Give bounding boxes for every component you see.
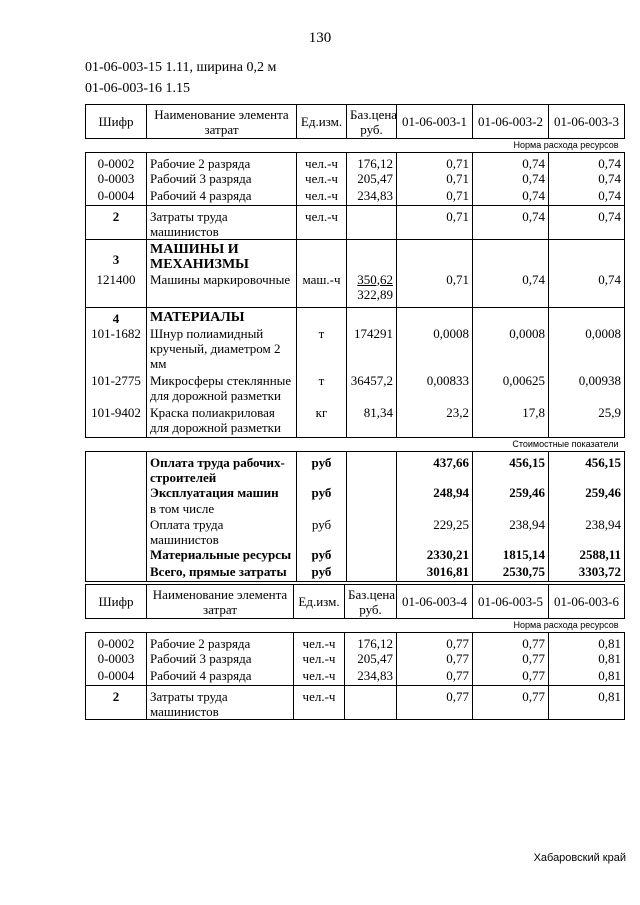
table-cell: Рабочие 2 разряда bbox=[147, 633, 294, 652]
table-cell bbox=[345, 685, 397, 719]
cost-row bbox=[86, 564, 625, 581]
section-materials bbox=[86, 308, 625, 327]
table-cell: 0,81 bbox=[549, 685, 625, 719]
norms-table-2 bbox=[85, 584, 625, 720]
table-cell: 3303,72 bbox=[549, 564, 625, 581]
table-cell: руб bbox=[297, 547, 347, 564]
table-cell: 0,00938 bbox=[549, 373, 625, 405]
table-cell: 0,77 bbox=[397, 685, 473, 719]
table-cell: 259,46 bbox=[473, 485, 549, 501]
table-cell bbox=[549, 308, 625, 327]
table-cell: 1815,14 bbox=[473, 547, 549, 564]
table-cell: 0,71 bbox=[397, 205, 473, 239]
table-row-machinists bbox=[86, 205, 625, 239]
table-cell: 25,9 bbox=[549, 405, 625, 437]
table-cell: 0,74 bbox=[549, 272, 625, 308]
table-cell bbox=[86, 451, 147, 485]
band-norms: Норма расхода ресурсов bbox=[86, 139, 625, 153]
footer-region: Хабаровский край bbox=[533, 852, 626, 864]
table-cell: 0-0003 bbox=[86, 171, 147, 188]
table-cell: 0,77 bbox=[473, 651, 549, 668]
table-cell: 0,74 bbox=[549, 153, 625, 172]
table-cell: 0,71 bbox=[397, 153, 473, 172]
table-cell: 0-0003 bbox=[86, 651, 147, 668]
norms-table-1 bbox=[85, 104, 625, 582]
table-cell: Рабочие 2 разряда bbox=[147, 153, 297, 172]
col-header-2: 01-06-003-2 bbox=[473, 105, 549, 139]
table-cell: 0,77 bbox=[397, 651, 473, 668]
table-cell bbox=[347, 308, 397, 327]
table-cell: 0-0004 bbox=[86, 668, 147, 685]
cost-row bbox=[86, 485, 625, 501]
machine-price-second: 322,89 bbox=[357, 286, 393, 302]
table-cell: 176,12 bbox=[345, 633, 397, 652]
table-cell: 2530,75 bbox=[473, 564, 549, 581]
page-number: 130 bbox=[308, 30, 332, 46]
table-cell: Затраты труда машинистов bbox=[147, 205, 297, 239]
table-cell: 0,74 bbox=[549, 188, 625, 205]
table-cell: Ед.изм. bbox=[294, 585, 345, 619]
table-cell: 0-0002 bbox=[86, 633, 147, 652]
table-cell: 176,12 bbox=[347, 153, 397, 172]
table-cell: чел.-ч bbox=[294, 633, 345, 652]
table-header-row bbox=[86, 105, 625, 139]
table-cell: маш.-ч bbox=[297, 272, 347, 308]
table-cell: 205,47 bbox=[347, 171, 397, 188]
table-row-machine bbox=[86, 272, 625, 308]
table-cell: 248,94 bbox=[397, 485, 473, 501]
table-cell: 101-2775 bbox=[86, 373, 147, 405]
table-cell: чел.-ч bbox=[297, 205, 347, 239]
table-cell: 3 bbox=[86, 239, 147, 272]
table-cell: Рабочий 4 разряда bbox=[147, 668, 294, 685]
table-cell bbox=[473, 501, 549, 517]
table-cell bbox=[473, 308, 549, 327]
table-row bbox=[86, 668, 625, 685]
table-cell: 0,00833 bbox=[397, 373, 473, 405]
col-header-name: Наименование элемента затрат bbox=[147, 105, 297, 139]
table-cell: 0,74 bbox=[473, 171, 549, 188]
table-row bbox=[86, 651, 625, 668]
table-cell: 437,66 bbox=[397, 451, 473, 485]
table-cell bbox=[297, 308, 347, 327]
table-cell bbox=[347, 451, 397, 485]
table-cell: 4 bbox=[86, 308, 147, 327]
table-cell: т bbox=[297, 373, 347, 405]
table-cell: руб bbox=[297, 517, 347, 547]
table-cell: 259,46 bbox=[549, 485, 625, 501]
table-cell: чел.-ч bbox=[297, 171, 347, 188]
header-line-2: 01-06-003-16 1.15 bbox=[85, 81, 190, 96]
table-cell: 0,74 bbox=[549, 171, 625, 188]
table-cell: руб bbox=[297, 485, 347, 501]
table-header-row bbox=[86, 585, 625, 619]
table-row bbox=[86, 633, 625, 652]
col-header-1: 01-06-003-1 bbox=[397, 105, 473, 139]
table-cell bbox=[86, 501, 147, 517]
table-cell bbox=[473, 239, 549, 272]
table-cell: МАШИНЫ И МЕХАНИЗМЫ bbox=[147, 239, 297, 272]
col-header-price: Баз.цена руб. bbox=[347, 105, 397, 139]
band-cost: Стоимостные показатели bbox=[86, 437, 625, 451]
table-cell bbox=[347, 205, 397, 239]
table-cell: 174291 bbox=[347, 326, 397, 373]
table-cell: Машины маркировочные bbox=[147, 272, 297, 308]
table-cell: Баз.цена руб. bbox=[345, 585, 397, 619]
table-cell bbox=[347, 547, 397, 564]
table-cell bbox=[397, 239, 473, 272]
table-cell: 0,0008 bbox=[397, 326, 473, 373]
table-cell bbox=[86, 485, 147, 501]
table-cell: 0,77 bbox=[397, 633, 473, 652]
table-cell: 456,15 bbox=[473, 451, 549, 485]
table-cell: 17,8 bbox=[473, 405, 549, 437]
table-cell: МАТЕРИАЛЫ bbox=[147, 308, 297, 327]
table-cell: чел.-ч bbox=[297, 153, 347, 172]
table-cell: 0,77 bbox=[473, 633, 549, 652]
table-cell: 0,81 bbox=[549, 651, 625, 668]
table-row bbox=[86, 188, 625, 205]
table-cell bbox=[549, 501, 625, 517]
table-cell: 0,74 bbox=[473, 272, 549, 308]
table-cell: т bbox=[297, 326, 347, 373]
table-cell: 101-1682 bbox=[86, 326, 147, 373]
table-cell: 234,83 bbox=[345, 668, 397, 685]
table-row bbox=[86, 326, 625, 373]
table-cell: 0,81 bbox=[549, 633, 625, 652]
table-cell bbox=[347, 272, 397, 308]
table-cell: 0,74 bbox=[473, 153, 549, 172]
table-cell: 2 bbox=[86, 205, 147, 239]
table-cell: 0,0008 bbox=[549, 326, 625, 373]
col-header-6: 01-06-003-6 bbox=[549, 585, 625, 619]
table-cell: 229,25 bbox=[397, 517, 473, 547]
cost-row bbox=[86, 517, 625, 547]
table-cell: Эксплуатация машин bbox=[147, 485, 297, 501]
col-header-3: 01-06-003-3 bbox=[549, 105, 625, 139]
col-header-unit: Ед.изм. bbox=[297, 105, 347, 139]
table-cell: Материальные ресурсы bbox=[147, 547, 297, 564]
table-cell: 23,2 bbox=[397, 405, 473, 437]
table-cell: 0,71 bbox=[397, 272, 473, 308]
cost-row bbox=[86, 501, 625, 517]
table-cell bbox=[297, 239, 347, 272]
table-cell: Наименование элемента затрат bbox=[147, 585, 294, 619]
table-cell: 0,74 bbox=[549, 205, 625, 239]
table-cell: Рабочий 3 разряда bbox=[147, 171, 297, 188]
table-cell bbox=[549, 239, 625, 272]
table-cell bbox=[86, 564, 147, 581]
table-cell: в том числе bbox=[147, 501, 297, 517]
table-cell: Рабочий 3 разряда bbox=[147, 651, 294, 668]
table-cell: 2588,11 bbox=[549, 547, 625, 564]
col-header-code: Шифр bbox=[86, 105, 147, 139]
header-line-1: 01-06-003-15 1.11, ширина 0,2 м bbox=[85, 60, 277, 75]
table-cell: 0,71 bbox=[397, 171, 473, 188]
table-cell: Всего, прямые затраты bbox=[147, 564, 297, 581]
col-header-4: 01-06-003-4 bbox=[397, 585, 473, 619]
table-cell: чел.-ч bbox=[294, 651, 345, 668]
table-cell bbox=[347, 485, 397, 501]
table-row bbox=[86, 171, 625, 188]
table-cell: Оплата труда машинистов bbox=[147, 517, 297, 547]
table-cell: 0,74 bbox=[473, 205, 549, 239]
table-cell bbox=[86, 517, 147, 547]
table-cell: 0,71 bbox=[397, 188, 473, 205]
col-header-5: 01-06-003-5 bbox=[473, 585, 549, 619]
band-norms-2: Норма расхода ресурсов bbox=[86, 619, 625, 633]
table-cell bbox=[86, 547, 147, 564]
table-cell: 205,47 bbox=[345, 651, 397, 668]
table-cell: Оплата труда рабочих-строителей bbox=[147, 451, 297, 485]
table-cell: Затраты труда машинистов bbox=[147, 685, 294, 719]
table-cell bbox=[347, 564, 397, 581]
table-row-machinists bbox=[86, 685, 625, 719]
table-cell: 238,94 bbox=[473, 517, 549, 547]
table-cell: Шифр bbox=[86, 585, 147, 619]
table-cell: 0,74 bbox=[473, 188, 549, 205]
table-cell: 2330,21 bbox=[397, 547, 473, 564]
table-cell: 0-0004 bbox=[86, 188, 147, 205]
table-cell: 0-0002 bbox=[86, 153, 147, 172]
table-cell bbox=[347, 517, 397, 547]
table-cell bbox=[347, 501, 397, 517]
table-cell: Микросферы стеклянные для дорожной разметки bbox=[147, 373, 297, 405]
table-cell: 234,83 bbox=[347, 188, 397, 205]
table-row bbox=[86, 405, 625, 437]
table-row bbox=[86, 153, 625, 172]
table-row bbox=[86, 373, 625, 405]
table-cell: Краска полиакриловая для дорожной разметки bbox=[147, 405, 297, 437]
table-cell: 3016,81 bbox=[397, 564, 473, 581]
table-cell: руб bbox=[297, 451, 347, 485]
machine-price-underlined: 350,62 bbox=[357, 271, 393, 287]
table-cell: 238,94 bbox=[549, 517, 625, 547]
table-cell: 81,34 bbox=[347, 405, 397, 437]
table-cell: чел.-ч bbox=[294, 685, 345, 719]
table-cell: 121400 bbox=[86, 272, 147, 308]
table-cell: Шнур полиамидный крученый, диаметром 2 мм bbox=[147, 326, 297, 373]
table-cell: 0,77 bbox=[397, 668, 473, 685]
table-cell bbox=[397, 501, 473, 517]
table-cell: чел.-ч bbox=[294, 668, 345, 685]
table-cell bbox=[347, 239, 397, 272]
table-cell: 101-9402 bbox=[86, 405, 147, 437]
table-cell bbox=[297, 501, 347, 517]
table-cell bbox=[397, 308, 473, 327]
table-cell: 0,77 bbox=[473, 668, 549, 685]
table-cell: кг bbox=[297, 405, 347, 437]
table-cell: 0,0008 bbox=[473, 326, 549, 373]
table-cell: 0,00625 bbox=[473, 373, 549, 405]
table-cell: 36457,2 bbox=[347, 373, 397, 405]
section-machines bbox=[86, 239, 625, 272]
table-cell: 456,15 bbox=[549, 451, 625, 485]
table-cell: 0,77 bbox=[473, 685, 549, 719]
table-cell: 0,81 bbox=[549, 668, 625, 685]
cost-row bbox=[86, 547, 625, 564]
table-cell: руб bbox=[297, 564, 347, 581]
cost-row bbox=[86, 451, 625, 485]
table-cell: 2 bbox=[86, 685, 147, 719]
table-cell: чел.-ч bbox=[297, 188, 347, 205]
table-cell: Рабочий 4 разряда bbox=[147, 188, 297, 205]
